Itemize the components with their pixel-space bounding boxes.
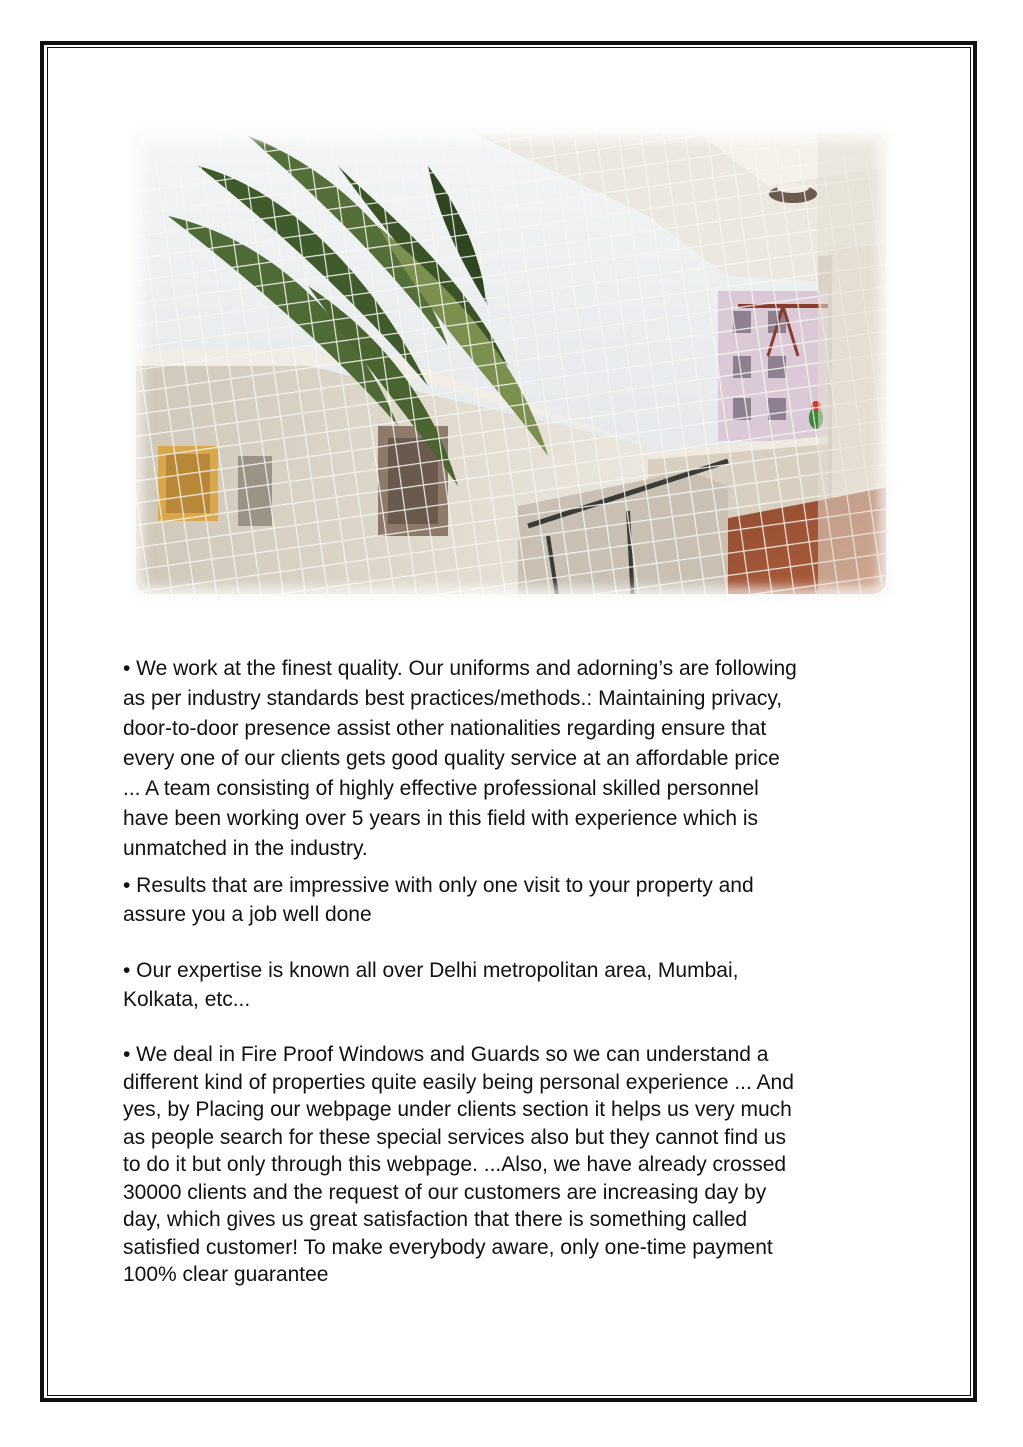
main-text (123, 654, 913, 1289)
bullet-results: • Results that are impressive with only one visit to your property and assure you a job well done (123, 874, 754, 926)
photo-scene (128, 126, 894, 602)
bullet-expertise: • Our expertise is known all over Delhi metropolitan area, Mumbai, Kolkata, etc... (123, 959, 739, 1011)
bullet-quality: • We work at the finest quality. Our uniforms and adorning’s are following as per industry standards best practices/methods.: Maintaining privacy, door-to-door presence assist other nationalities regarding ensure that every one of our clients gets good quality service at an affordable price ... A team consisting of highly effective professional skilled personnel have been working over 5 years in this field with experience which is unmatched in the industry. (123, 657, 797, 860)
balcony-net-photo (128, 126, 894, 602)
safety-net-mesh (128, 126, 894, 602)
bullet-fire-proof: • We deal in Fire Proof Windows and Guards so we can understand a different kind of properties quite easily being personal experience ... And yes, by Placing our webpage under clients section it helps us very much as people search for these special services also but they cannot find us to do it but only through this webpage. ...Also, we have already crossed 30000 clients and the request of our customers are increasing day by day, which gives us great satisfaction that there is something called satisfied customer! To make everybody aware, only one-time payment 100% clear guarantee (123, 1043, 794, 1286)
